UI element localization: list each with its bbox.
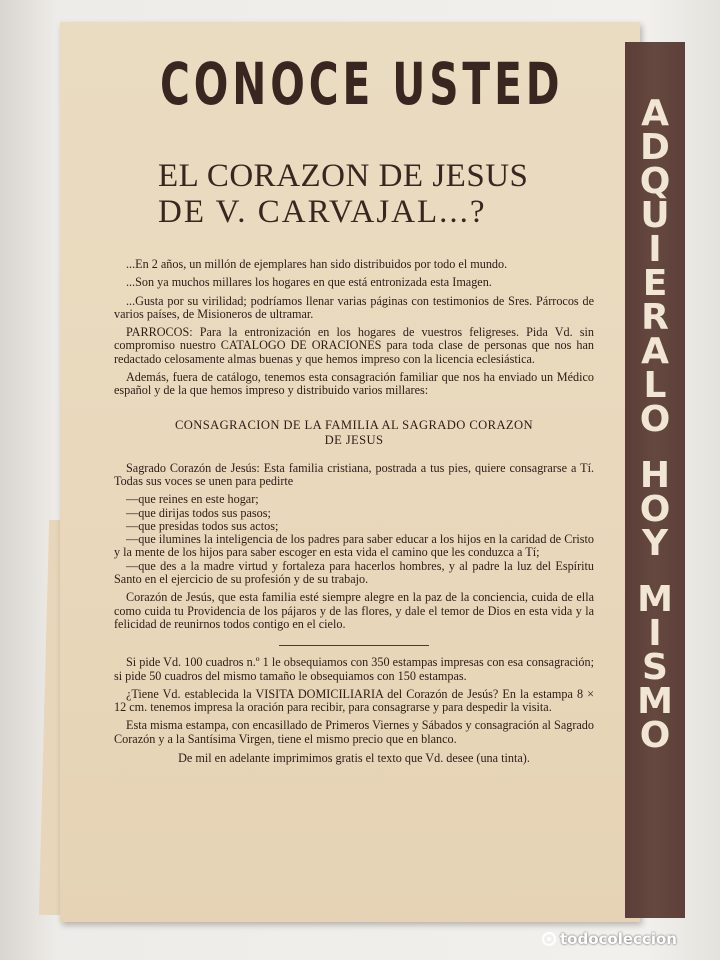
prayer-item: —que ilumines la inteligencia de los padres para saber educar a los hijos en la caridad de Cristo y la mente de los hijos para saber escoger en esta vida el camino que les conduzca a Tí; — [114, 532, 594, 560]
paragraph: ...En 2 años, un millón de ejemplares han sido distribuidos por todo el mundo. — [126, 257, 508, 271]
paragraph: PARROCOS: Para la entronización en los hogares de vuestros feligreses. Pida Vd. sin compromiso nuestro CATALOGO DE ORACIONES para toda clase de personas que nos han redactado celosamente almas buenas y que hemos impreso con la licencia eclesiástica. — [114, 325, 594, 366]
prayer-item: —que reines en este hogar; — [126, 492, 259, 507]
side-banner-text — [625, 93, 685, 897]
side-banner-letter: A — [641, 93, 669, 134]
side-banner-letter: U — [640, 195, 670, 236]
side-banner-letter: Y — [641, 523, 669, 564]
section-heading-line-2: DE JESUS — [324, 432, 384, 447]
paragraph: ...Gusta por su virilidad; podríamos llenar varias páginas con testimonios de Sres. Párrocos de varios países, de Misioneros de ultramar. — [114, 293, 594, 321]
prayer-item: —que des a la madre virtud y fortaleza para hacerlos hombres, y al padre la luz del Espíritu Santo en el ejercicio de su profesión y de su trabajo. — [114, 558, 594, 587]
side-banner-letter: M — [637, 681, 673, 722]
side-banner-letter: I — [648, 613, 662, 654]
side-banner-letter: S — [642, 647, 668, 688]
body-text — [114, 258, 594, 770]
headline: CONOCE USTED — [160, 50, 564, 118]
offer-paragraph: Esta misma estampa, con encasillado de Primeros Viernes y Sábados y consagración al Sagrado Corazón y a la Santísima Virgen, tiene el mismo precio que en blanco. — [114, 718, 594, 746]
watermark — [542, 926, 712, 952]
subheadline-line-1: EL CORAZON DE JESUS — [158, 158, 529, 194]
offer-paragraph: ¿Tiene Vd. establecida la VISITA DOMICILIARIA del Corazón de Jesús? En la estampa 8 × 12 cm. tenemos impresa la oración para recibir, para consagrarse y para despedir la visita. — [114, 686, 594, 715]
side-banner — [625, 42, 685, 918]
side-banner-letter: M — [637, 579, 673, 620]
prayer-intro: Sagrado Corazón de Jesús: Esta familia cristiana, postrada a tus pies, quiere consagrarse a Tí. Todas sus voces se unen para pedirte — [114, 460, 594, 488]
prayer-item: —que dirijas todos sus pasos; — [126, 505, 271, 520]
watermark-text: todocoleccion — [560, 930, 677, 948]
section-heading-line-1: CONSAGRACION DE LA FAMILIA AL SAGRADO CORAZON — [174, 417, 534, 432]
subheadline — [158, 158, 578, 230]
divider — [279, 645, 429, 646]
side-banner-letter: H — [639, 455, 671, 496]
subheadline-line-2: DE V. CARVAJAL...? — [158, 194, 487, 230]
side-banner-letter: I — [648, 229, 662, 270]
side-banner-letter: Q — [639, 161, 671, 202]
side-banner-letter: D — [640, 127, 670, 168]
prayer-item: —que presidas todos sus actos; — [126, 518, 279, 533]
offer-paragraph: Si pide Vd. 100 cuadros n.º 1 le obsequiamos con 350 estampas impresas con esa consagración; si pide 50 cuadros del mismo tamaño le obsequiamos con 150 estampas. — [114, 655, 594, 683]
footer-line: De mil en adelante imprimimos gratis el texto que Vd. desee (una tinta). — [178, 751, 530, 766]
side-banner-letter: A — [641, 331, 669, 372]
prayer-closing: Corazón de Jesús, que esta familia esté siempre alegre en la paz de la conciencia, cuida de ella como cuida tu Providencia de los pájaros y de las flores, y dale el temor de Dios en esta vida y la felicidad de reunirnos todos contigo en el cielo. — [114, 590, 594, 631]
paragraph: Además, fuera de catálogo, tenemos esta consagración familiar que nos ha enviado un Médico español y de la que hemos impreso y distribuido varios millares: — [114, 370, 594, 398]
side-banner-letter: O — [639, 715, 671, 756]
side-banner-letter: L — [643, 365, 667, 406]
side-banner-letter: O — [639, 399, 671, 440]
section-heading — [114, 418, 594, 448]
paragraph: ...Son ya muchos millares los hogares en que está entronizada esta Imagen. — [126, 275, 492, 290]
side-banner-letter: O — [639, 489, 671, 530]
side-banner-letter: R — [641, 297, 669, 338]
side-banner-letter: E — [642, 263, 668, 304]
watermark-logo-icon — [542, 932, 556, 946]
